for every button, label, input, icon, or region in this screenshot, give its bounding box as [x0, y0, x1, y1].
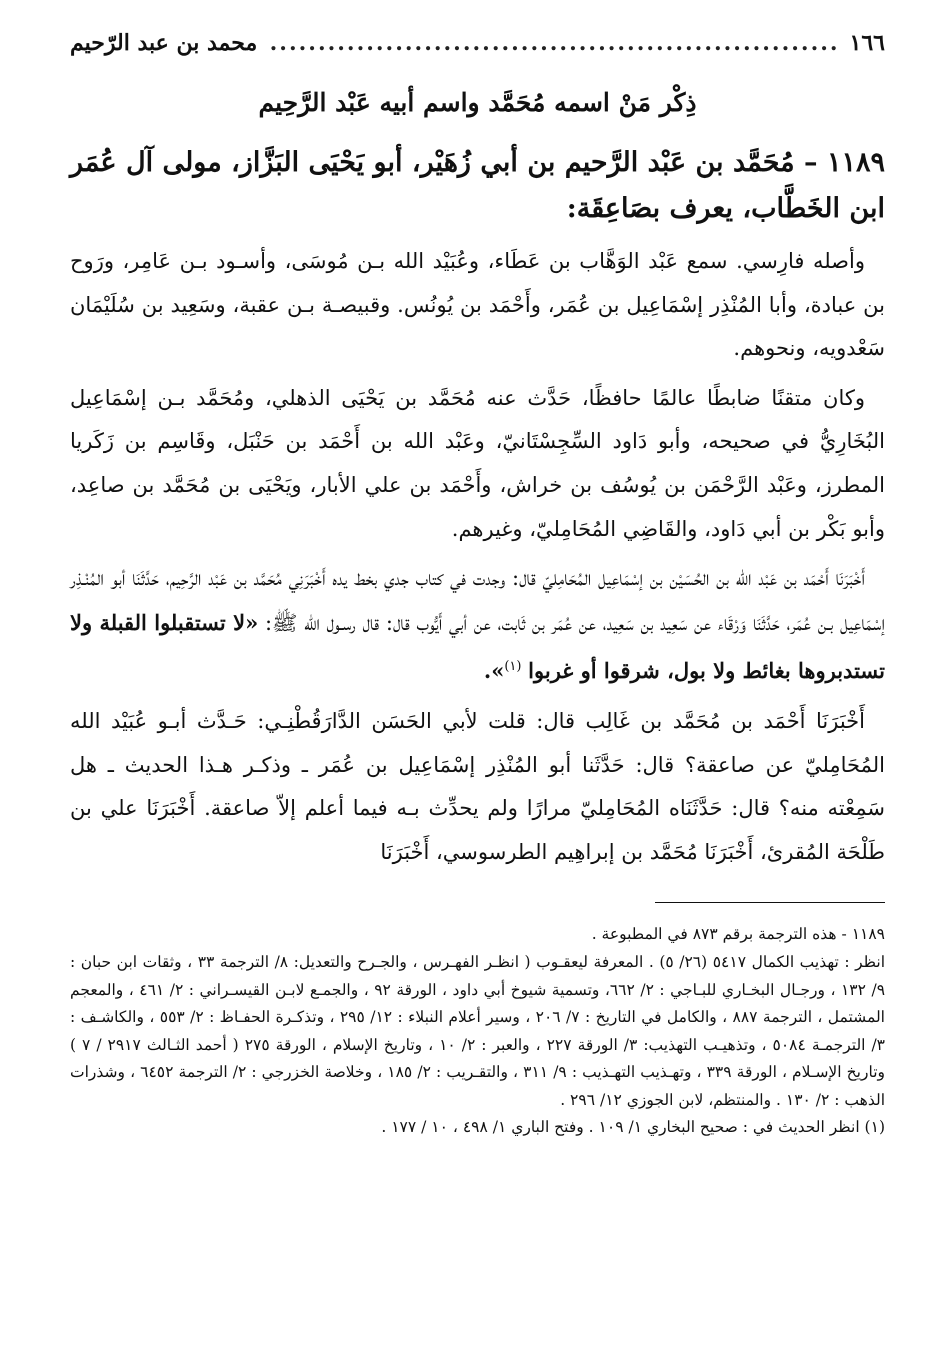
- paragraph-teachers: وأصله فارِسي. سمع عَبْد الوَهَّاب بن عَطَاء، وعُبَيْد الله بـن مُوسَى، وأسـود بـن عَامِر، ورَوح بن عبادة، وأبا المُنْذِر إسْمَاعِيل بن عُمَر، وأَحْمَد بن يُونُس. وقبيصـة بـن عقبة، وسَعِيد بن سُلَيْمَان سَعْدويه، ونحوهم.: [70, 249, 885, 361]
- entry-number: ١١٨٩: [826, 147, 885, 178]
- running-title: محمد بن عبد الرّحيم: [70, 30, 258, 56]
- paragraph-students: وكان متقنًا ضابطًا عالمًا حافظًا، حَدَّث عنه مُحَمَّد بن يَحْيَى الذهلي، ومُحَمَّد بـن إسْمَاعِيل البُخَارِيُّ في صحيحه، وأبو دَاود السِّجِسْتَانيّ، وعَبْد الله بن أَحْمَد بن حَنْبَل، وقَاسِم بن زَكَريا المطرز، وعَبْد الرَّحْمَن بن يُوسُف بن خراش، وأَحْمَد بن علي الأبار، ويَحْيَى بن مُحَمَّد بن صاعِد، وأبو بَكْر بن أبي دَاود، والقَاضِي المُحَامِليّ، وغيرهم.: [70, 385, 885, 541]
- header-dot-leader: [267, 30, 839, 56]
- footnote-hadith: (١) انظر الحديث في : صحيح البخاري ١/ ١٠٩ . وفتح الباري ١/ ٤٩٨ ، ١٠ / ١٧٧ .: [381, 1118, 885, 1137]
- footnote-separator: [655, 902, 885, 903]
- page-number: ١٦٦: [849, 30, 885, 56]
- isnad-text: أَخْبَرَنَا أَحْمَد بن عَبْد الله بن الحُسَيْن بن إسْمَاعِيل المُحَامِليّ قال: وجدت في كتاب جدي بخط يده أَخْبَرَنِي مُحَمَّد بن عَبْد الرَّحِيم، حَدَّثَنَا أبو المُنْـذِر إسْمَاعِيل بـن عُمَر، حَدَّثَنَا وَرْقَاء عن سَعِيد بن سَعِيد، عن عُمَر بن ثَابت، عن أبي أَيُّوب قال: قال رسـول الله ﷺ:: [70, 566, 885, 635]
- footnote-sources: انظر : تهذيب الكمال ٥٤١٧ (٢٦/ ٥) . المعرفة ليعقـوب ( انظـر الفهـرس ، والجـرح والتعديل: ٨/ الترجمة ٣٣ ، وثقات ابن حبان : ٩/ ١٣٢ ، ورجـال البخـاري للبـاجي : ٢/ ٦٦٢، وتسمية شيوخ أبي داود ، الورقة ٩٢ ، والجمـع لابـن القيسـراني : ٢/ ٤٦١ ، والمعجم المشتمل ، الترجمة ٨٨٧ ، والكامل في التاريخ : ٧/ ٢٠٦ ، وسير أعلام النبلاء : ١٢/ ٢٩٥ ، وتذكـرة الحفـاظ : ٢/ ٥٥٣ ، والكاشـف : ٣/ الترجمـة ٥٠٨٤ ، وتذهيـب التهذيب: ٣/ الورقة ٢٢٧ ، والعبر : ٢/ ١٠ ، وتاريخ الإسلام ، الورقة ٢٧٥ ( أحمد الثـالث ٢٩١٧ / ٧ ) وتاريخ الإسـلام ، الورقة ٣٣٩ ، وتهـذيب التهـذيب : ٩/ ٣١١ ، والتقـريب : ٢/ ١٨٥ ، وخلاصة الخزرجي : ٢/ الترجمة ٦٤٥٢ ، وشذرات الذهب : ٢/ ١٣٠ . والمنتظم، لابن الجوزي ١٢/ ٢٩٦ .: [70, 952, 886, 1109]
- paragraph-isnad: [70, 557, 885, 694]
- section-title: ذِكْر مَنْ اسمه مُحَمَّد واسم أبيه عَبْد الرَّحِيم: [258, 88, 697, 117]
- entry-title: مُحَمَّد بن عَبْد الرَّحيم بن أبي زُهَيْر، أبو يَحْيَى البَزَّاز، مولى آل عُمَر ابن الخَطَّاب، يعرف بصَاعِقَة:: [70, 147, 885, 224]
- running-header: [70, 30, 885, 66]
- footnote-reference: (١): [504, 659, 522, 675]
- book-page: [70, 30, 885, 1142]
- hadith-quote: «لا تستقبلوا القبلة ولا تستدبروها بغائط ولا بول، شرقوا أو غربوا: [70, 609, 885, 684]
- paragraph-report: أَخْبَرَنَا أَحْمَد بن مُحَمَّد بن غَالِب قال: قلت لأبي الحَسَن الدَّارَقُطْنِـي: حَـدَّث أبـو عُبَيْد الله المُحَامِليّ عن صاعقة؟ قال: حَدَّثَنا أبو المُنْذِر إسْمَاعِيل بن عُمَر ـ وذكـر هـذا الحديث ـ هل سَمِعْته منه؟ قال: حَدَّثَنَاه المُحَامِليّ مرارًا ولم يحدِّث بـه فيما أعلم إلاّ صاعقة. أَخْبَرَنَا علي بن طَلْحَة المُقرئ، أَخْبَرَنَا مُحَمَّد بن إبراهِيم الطرسوسي، أَخْبَرَنَا: [70, 708, 885, 864]
- entry-heading: [70, 140, 885, 232]
- entry-dash: –: [794, 147, 818, 178]
- footnotes: [70, 921, 885, 1142]
- footnote-translation-note: ١١٨٩ - هذه الترجمة برقم ٨٧٣ في المطبوعة .: [591, 925, 885, 944]
- hadith-quote-end: ».: [483, 658, 505, 684]
